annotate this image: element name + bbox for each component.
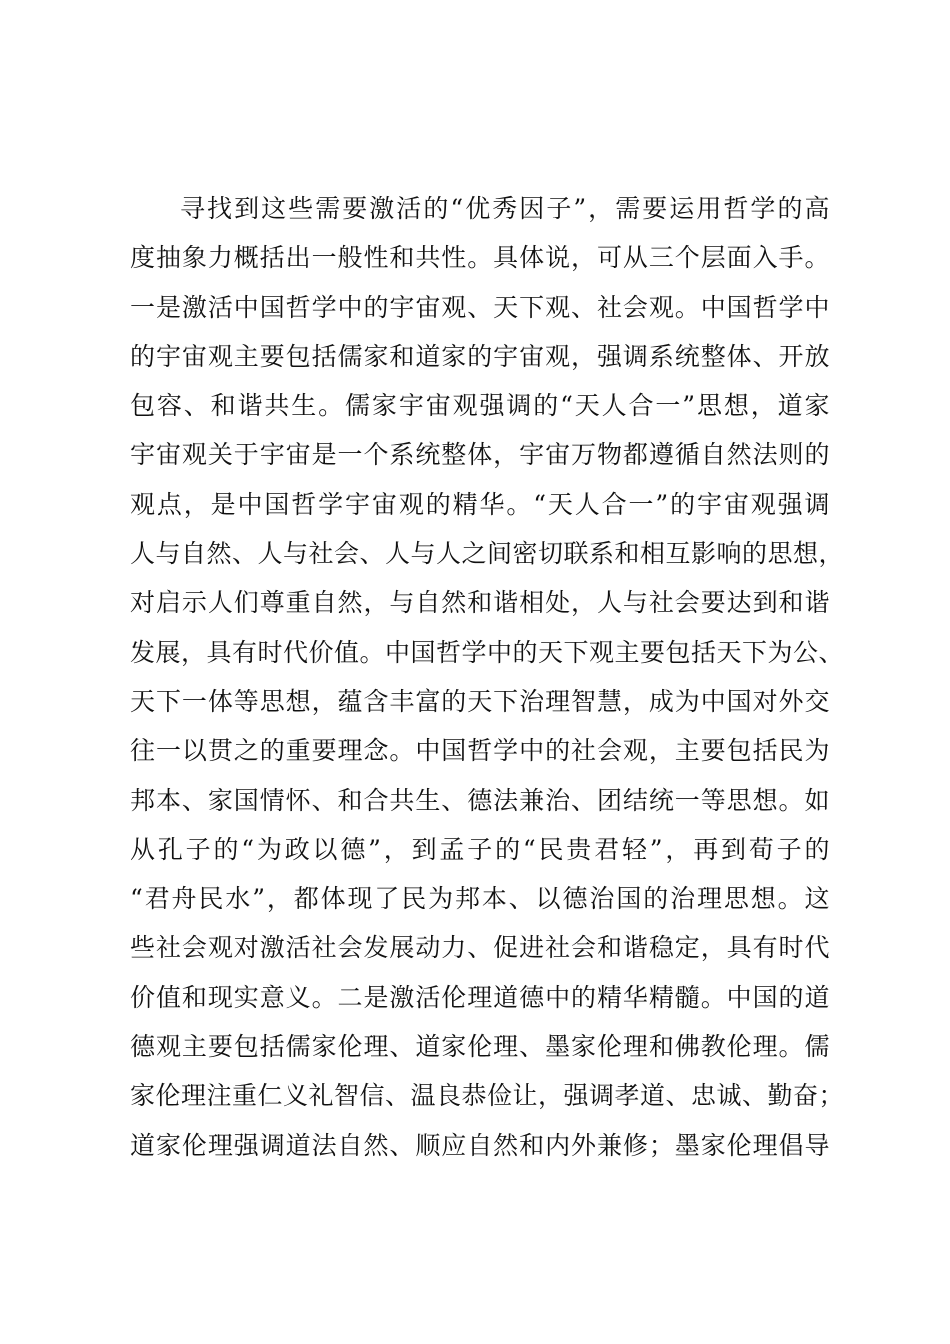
text-line: 一是激活中国哲学中的宇宙观、天下观、社会观。中国哲学中 [130,292,830,322]
text-line: 观点，是中国哲学宇宙观的精华。“天人合一”的宇宙观强调 [130,489,830,519]
text-line: 邦本、家国情怀、和合共生、德法兼治、团结统一等思想。如 [130,785,830,815]
text-line: 从孔子的“为政以德”，到孟子的“民贵君轻”，再到荀子的 [130,834,830,864]
text-line: 发展，具有时代价值。中国哲学中的天下观主要包括天下为公、 [130,637,845,667]
text-line: 德观主要包括儒家伦理、道家伦理、墨家伦理和佛教伦理。儒 [130,1032,830,1062]
text-line: 包容、和谐共生。儒家宇宙观强调的“天人合一”思想，道家 [130,391,830,421]
text-line: 人与自然、人与社会、人与人之间密切联系和相互影响的思想， [130,539,845,569]
text-line: 道家伦理强调道法自然、顺应自然和内外兼修；墨家伦理倡导 [130,1130,830,1160]
text-line: 对启示人们尊重自然，与自然和谐相处，人与社会要达到和谐 [130,588,830,618]
text-line: 些社会观对激活社会发展动力、促进社会和谐稳定，具有时代 [130,933,830,963]
text-line: 价值和现实意义。二是激活伦理道德中的精华精髓。中国的道 [130,982,830,1012]
text-line: 家伦理注重仁义礼智信、温良恭俭让，强调孝道、忠诚、勤奋； [130,1081,845,1111]
text-line: 度抽象力概括出一般性和共性。具体说，可从三个层面入手。 [130,243,830,273]
text-line: “君舟民水”，都体现了民为邦本、以德治国的治理思想。这 [130,884,830,914]
text-line: 天下一体等思想，蕴含丰富的天下治理智慧，成为中国对外交 [130,686,830,716]
text-line: 的宇宙观主要包括儒家和道家的宇宙观，强调系统整体、开放 [130,341,830,371]
text-line: 往一以贯之的重要理念。中国哲学中的社会观，主要包括民为 [130,736,830,766]
body-paragraph [130,184,845,1170]
text-line: 宇宙观关于宇宙是一个系统整体，宇宙万物都遵循自然法则的 [130,440,830,470]
text-line: 寻找到这些需要激活的“优秀因子”，需要运用哲学的高 [180,194,830,223]
